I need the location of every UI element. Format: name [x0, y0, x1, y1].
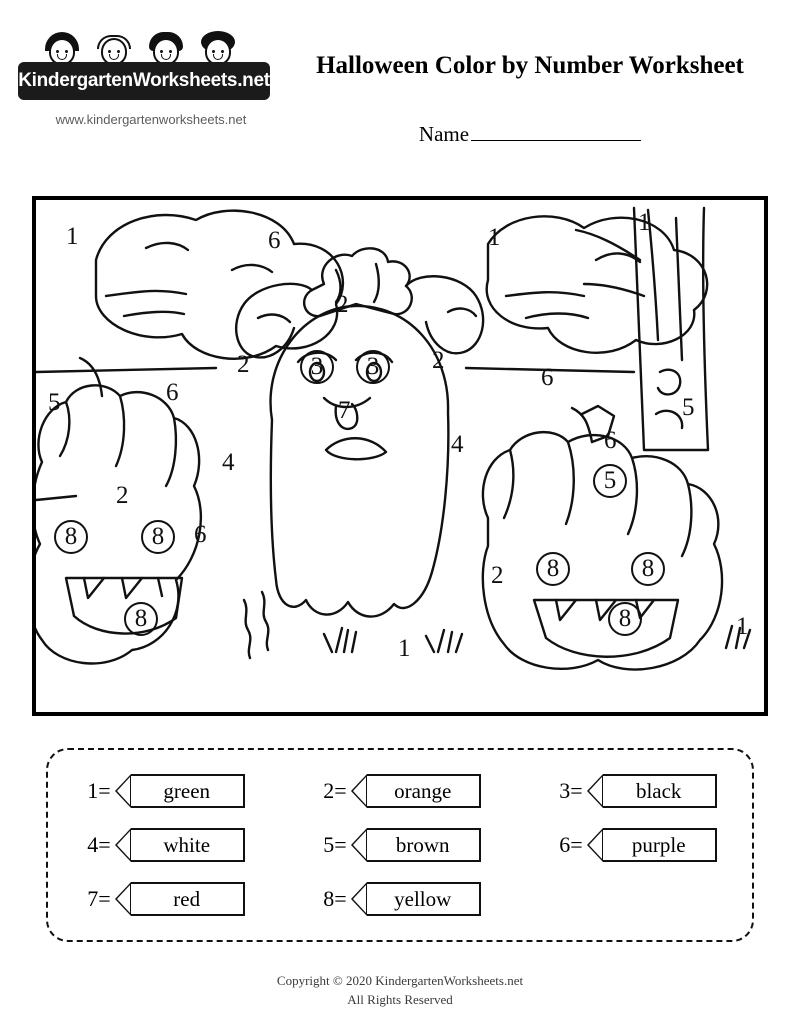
- color-number: 2: [336, 291, 349, 318]
- legend-number: 7=: [87, 886, 111, 911]
- page-header: [0, 0, 800, 175]
- color-number: 1: [66, 223, 79, 250]
- legend-number: 1=: [87, 778, 111, 803]
- color-number: 5: [682, 394, 695, 421]
- legend-row: [48, 818, 756, 872]
- color-number: 1: [638, 209, 651, 236]
- color-number: 6: [268, 227, 281, 254]
- crayon-icon: [587, 774, 717, 808]
- name-field: [270, 122, 790, 147]
- page-footer: [0, 972, 800, 1010]
- legend-item: [284, 882, 520, 916]
- legend-number: 5=: [323, 832, 347, 857]
- crayon-tip-icon: [115, 882, 131, 916]
- legend-number: 2=: [323, 778, 347, 803]
- color-number: 1: [488, 224, 501, 251]
- name-blank-line[interactable]: [471, 125, 641, 141]
- legend-number: 3=: [559, 778, 583, 803]
- crayon-icon: [115, 774, 245, 808]
- legend-color-name: white: [131, 828, 245, 862]
- color-number: 6: [541, 364, 554, 391]
- crayon-tip-icon: [587, 828, 603, 862]
- crayon-tip-icon: [351, 774, 367, 808]
- color-number: 2: [432, 347, 445, 374]
- color-number: 2: [116, 482, 129, 509]
- legend-number: 6=: [559, 832, 583, 857]
- color-number: 5: [48, 389, 61, 416]
- rights-text: All Rights Reserved: [347, 991, 453, 1007]
- crayon-tip-icon: [115, 828, 131, 862]
- legend-row: [48, 872, 756, 926]
- crayon-icon: [351, 828, 481, 862]
- legend-color-name: orange: [367, 774, 481, 808]
- color-number-circled: 8: [631, 552, 665, 586]
- site-logo[interactable]: [18, 26, 278, 146]
- legend-color-name: yellow: [367, 882, 481, 916]
- crayon-icon: [115, 882, 245, 916]
- legend-number: 4=: [87, 832, 111, 857]
- crayon-icon: [115, 828, 245, 862]
- page-title: Halloween Color by Number Worksheet: [316, 52, 744, 79]
- coloring-picture: [32, 196, 768, 716]
- logo-text: KindergartenWorksheets.net: [18, 70, 270, 91]
- color-number: 7: [338, 397, 351, 424]
- color-key-legend: [46, 748, 754, 942]
- color-number-circled: 8: [608, 602, 642, 636]
- crayon-icon: [351, 882, 481, 916]
- color-number-circled: 8: [536, 552, 570, 586]
- legend-item: [284, 774, 520, 808]
- crayon-tip-icon: [351, 882, 367, 916]
- color-number: 6: [166, 379, 179, 406]
- color-number: 1: [736, 613, 749, 640]
- color-number-circled: 8: [54, 520, 88, 554]
- legend-color-name: green: [131, 774, 245, 808]
- copyright-text: Copyright © 2020 KindergartenWorksheets.net: [276, 973, 524, 988]
- crayon-icon: [351, 774, 481, 808]
- color-number: 4: [451, 431, 464, 458]
- color-number-circled: 3: [356, 350, 390, 384]
- color-number: 4: [222, 449, 235, 476]
- color-number: 2: [491, 562, 504, 589]
- color-number-circled: 5: [593, 464, 627, 498]
- color-number-circled: 3: [300, 350, 334, 384]
- color-number: 2: [237, 351, 250, 378]
- site-url: www.kindergartenworksheets.net: [55, 112, 247, 127]
- color-number: 6: [194, 521, 207, 548]
- color-number-circled: 8: [124, 602, 158, 636]
- crayon-tip-icon: [115, 774, 131, 808]
- legend-row: [48, 764, 756, 818]
- legend-item: [48, 882, 284, 916]
- legend-color-name: black: [603, 774, 717, 808]
- color-number: 6: [604, 427, 617, 454]
- legend-color-name: purple: [603, 828, 717, 862]
- crayon-icon: [587, 828, 717, 862]
- name-label: Name: [418, 122, 470, 146]
- legend-color-name: brown: [367, 828, 481, 862]
- legend-number: 8=: [323, 886, 347, 911]
- legend-item: [48, 774, 284, 808]
- legend-color-name: red: [131, 882, 245, 916]
- legend-item: [520, 774, 756, 808]
- color-number: 1: [398, 635, 411, 662]
- legend-item: [284, 828, 520, 862]
- legend-item: [520, 828, 756, 862]
- color-number-circled: 8: [141, 520, 175, 554]
- crayon-tip-icon: [351, 828, 367, 862]
- legend-item: [48, 828, 284, 862]
- crayon-tip-icon: [587, 774, 603, 808]
